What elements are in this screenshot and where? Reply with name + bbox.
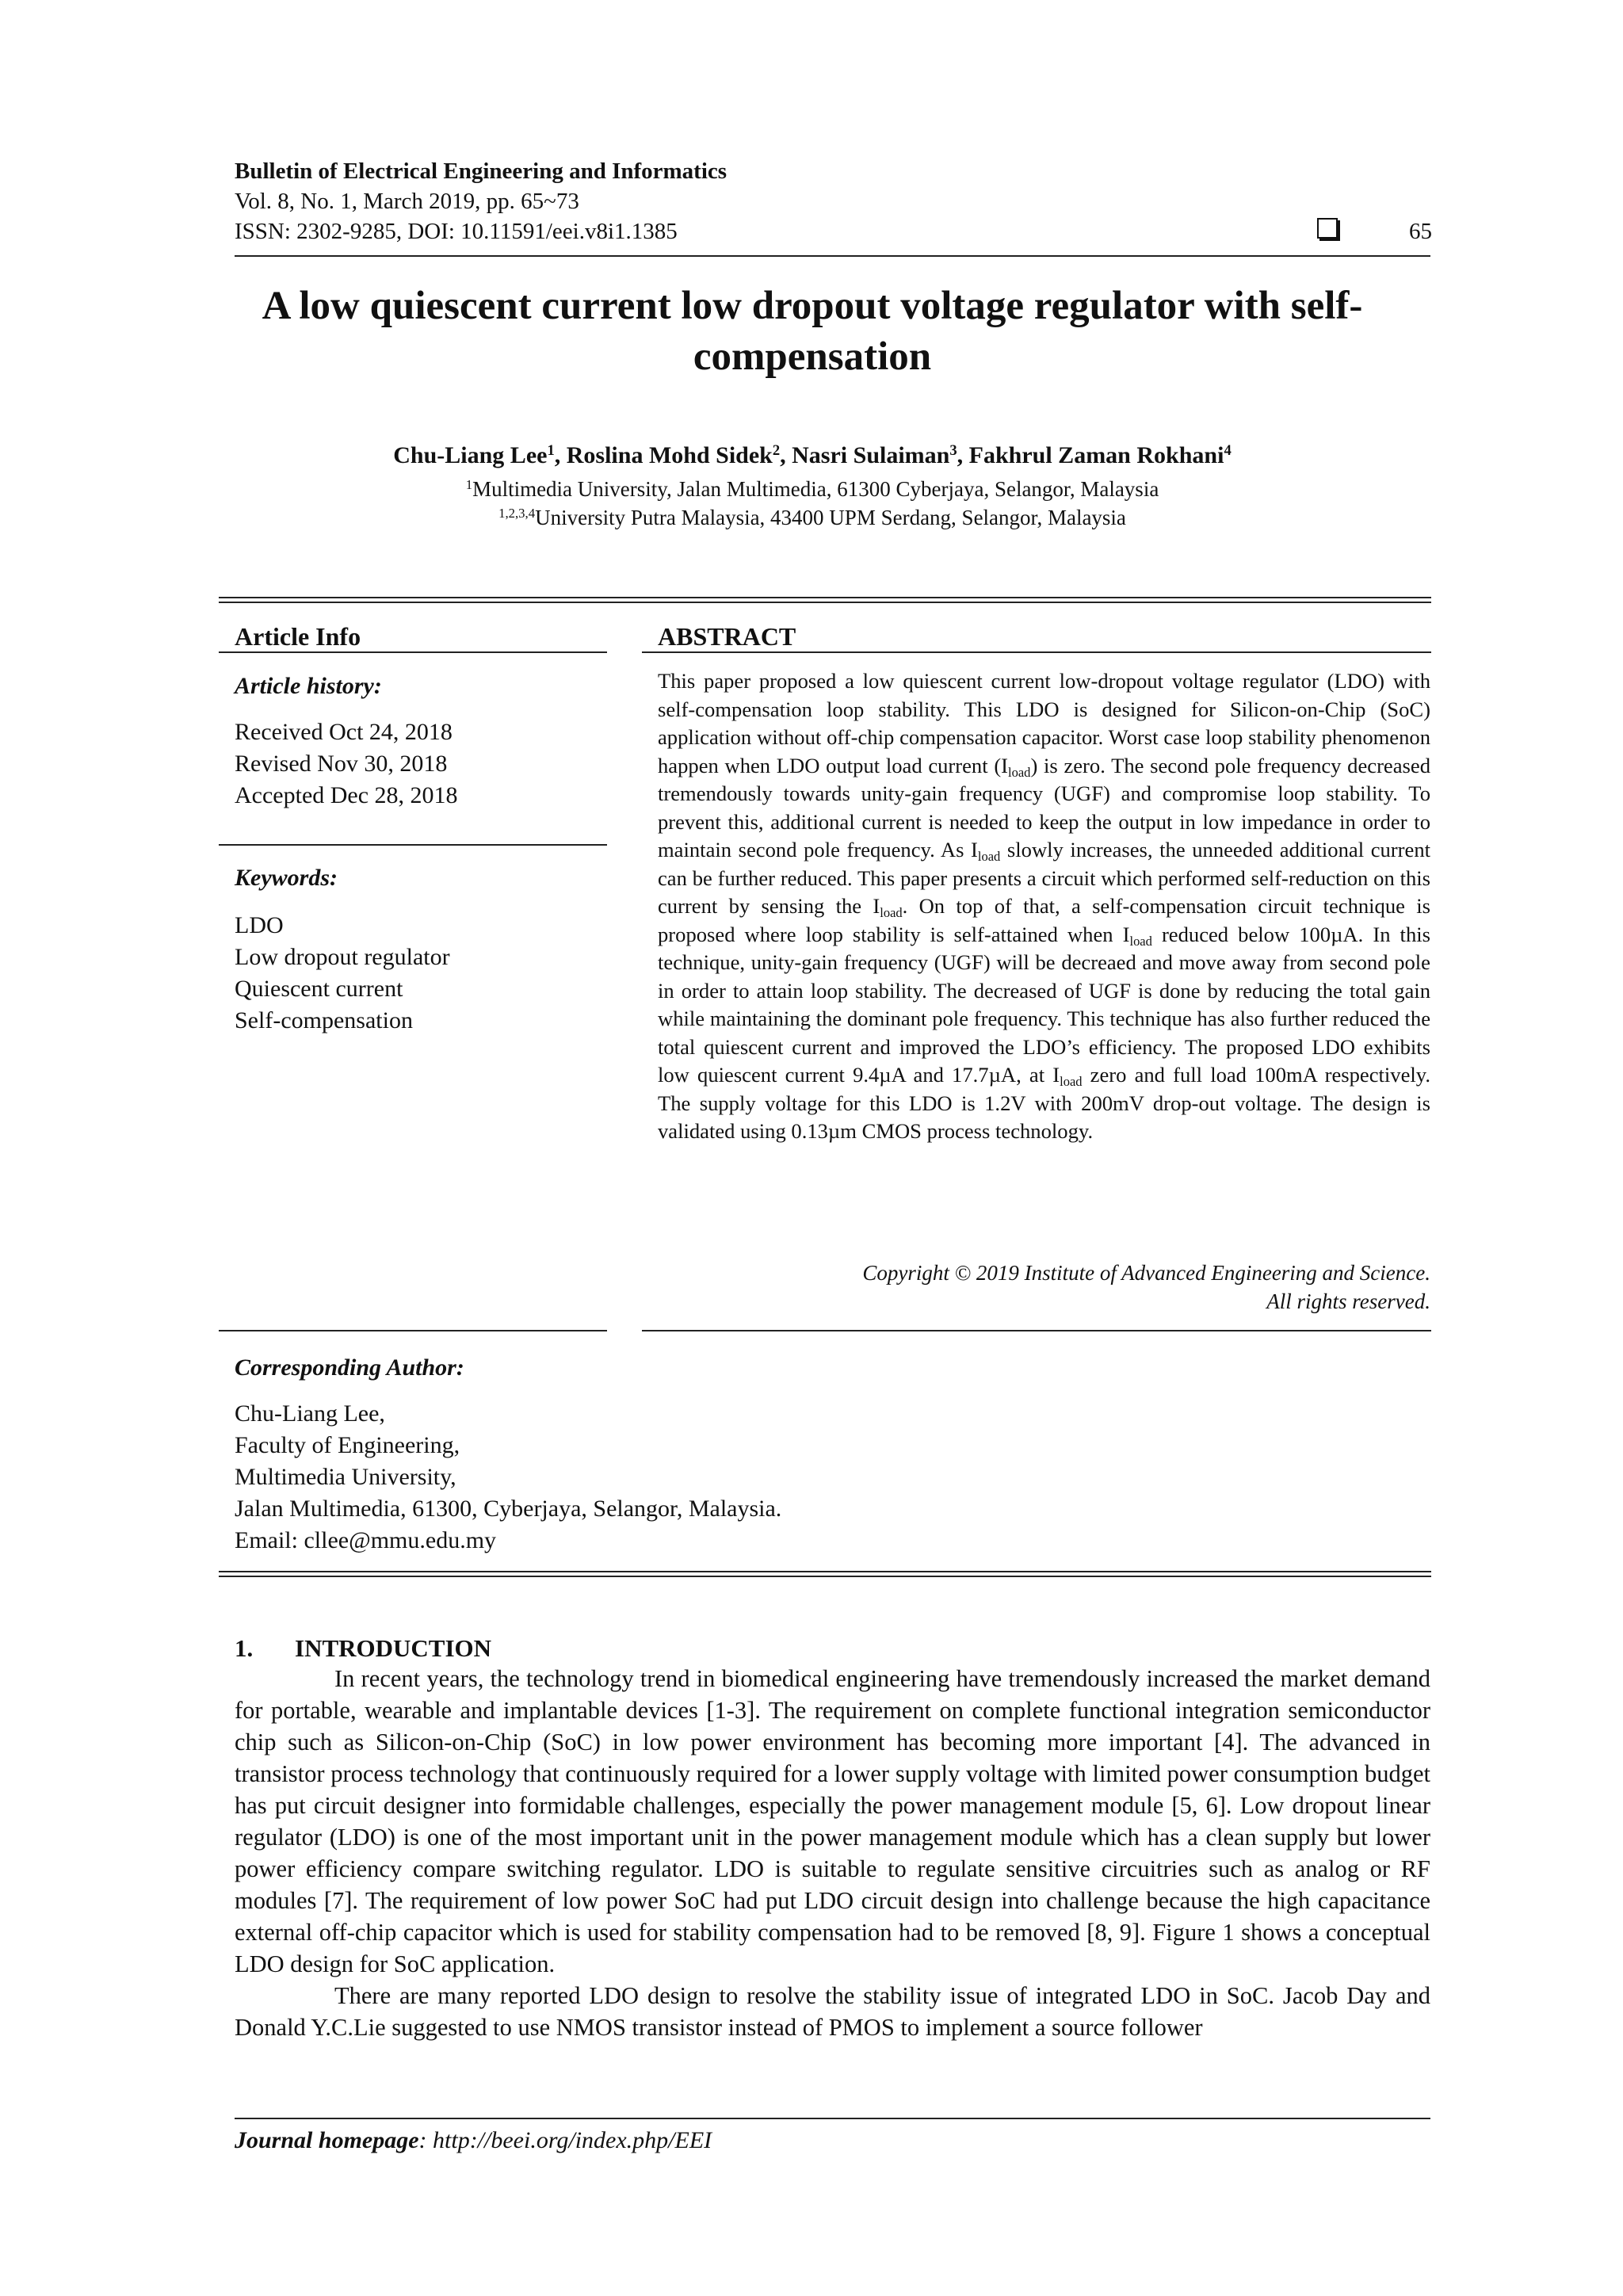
corresponding-line: Chu-Liang Lee, <box>235 1400 385 1427</box>
header-rule <box>235 255 1430 257</box>
journal-name: Bulletin of Electrical Engineering and Informatics <box>235 159 727 184</box>
infobox-top-rule <box>219 597 1431 598</box>
author-list: Chu-Liang Lee$^1$, Roslina Mohd Sidek$^2$, Nasri Sulaiman$^3$, Fakhrul Zaman Rokhani$^4$ <box>393 441 1232 468</box>
infobox-bottom-rule <box>219 1576 1431 1577</box>
journal-issn: ISSN: 2302-9285, DOI: 10.11591/eei.v8i1.1385 <box>235 219 678 244</box>
journal-homepage: Journal homepage: http://beei.org/index.php/EEI <box>235 2127 712 2153</box>
rights-line: All rights reserved. <box>1266 1289 1430 1313</box>
author-name: Nasri Sulaiman <box>792 442 950 468</box>
history-revised: Revised Nov 30, 2018 <box>235 751 448 777</box>
infobox-bottom-rule <box>219 1571 1431 1572</box>
history-received: Received Oct 24, 2018 <box>235 719 453 745</box>
journal-volume: Vol. 8, No. 1, March 2019, pp. 65~73 <box>235 189 579 214</box>
abstract-rule <box>642 651 1431 653</box>
author-name: Roslina Mohd Sidek <box>566 442 773 468</box>
author-name: Fakhrul Zaman Rokhani <box>968 442 1224 468</box>
affiliation: $^{1,2,3,4}$University Putra Malaysia, 43400 UPM Serdang, Selangor, Malaysia <box>498 505 1126 529</box>
corresponding-line: Faculty of Engineering, <box>235 1432 460 1458</box>
keyword: LDO <box>235 912 284 938</box>
homepage-link[interactable]: : http://beei.org/index.php/EEI <box>418 2127 712 2153</box>
corresponding-heading: Corresponding Author: <box>235 1354 464 1381</box>
introduction-heading: 1. INTRODUCTION <box>235 1634 492 1662</box>
paper-title: A low quiescent current low dropout voltage regulator with self-compensation <box>262 284 1363 379</box>
abstract-heading: ABSTRACT <box>658 622 796 651</box>
article-info-heading: Article Info <box>235 622 361 651</box>
keywords-heading: Keywords: <box>235 865 338 891</box>
keyword: Self-compensation <box>235 1007 413 1033</box>
keyword: Quiescent current <box>235 976 403 1002</box>
keyword: Low dropout regulator <box>235 944 450 970</box>
paragraph: In recent years, the technology trend in biomedical engineering have tremendously increased the market demand for portable, wearable and implantable devices [1-3]. The requirement on complete functional integration semiconductor chip such as Silicon-on-Chip (SoC) in low power environment has becoming more important [4]. The advanced in transistor process technology that continuously required for a lower supply voltage with limited power consumption budget has put circuit designer into formidable challenges, especially the power management module [5, 6]. Low dropout linear regulator (LDO) is one of the most important unit in the power management module which has a clean supply but lower power efficiency compare switching regulator. LDO is suitable to regulate sensitive circuitries such as analog or RF modules [7]. The requirement of low power SoC had put LDO circuit design into challenge because the high capacitance external off-chip capacitor which is used for stability compensation had to be removed [8, 9]. Figure 1 shows a conceptual LDO design for SoC application. <box>235 1665 1430 1977</box>
footer-rule <box>235 2118 1430 2119</box>
page-number: 65 <box>1409 219 1432 244</box>
article-info-rule <box>219 651 607 653</box>
history-heading: Article history: <box>235 673 382 699</box>
affiliation: $^1$Multimedia University, Jalan Multimedia, 61300 Cyberjaya, Selangor, Malaysia <box>465 476 1159 501</box>
abstract-bottom-rule <box>642 1330 1431 1331</box>
author-name: Chu-Liang Lee <box>393 442 548 468</box>
corresponding-line: Multimedia University, <box>235 1464 456 1490</box>
infobox-top-rule <box>219 602 1431 603</box>
keywords-rule <box>219 844 607 846</box>
paragraph: There are many reported LDO design to resolve the stability issue of integrated LDO in SoC. Jacob Day and Donald Y.C.Lie suggested to use NMOS transistor instead of PMOS to implement a source follower <box>235 1982 1430 2041</box>
abstract-text: This paper proposed a low quiescent current low-dropout voltage regulator (LDO) with self-compensation loop stability. This LDO is designed for Silicon-on-Chip (SoC) application without off-chip compensation capacitor. Worst case loop stability phenomenon happen when LDO output load current $(I_{load})$ is zero. The second pole frequency decreased tremendously towards unity-gain frequency (UGF) and compromise loop stability. To prevent this, additional current is needed to keep the output in low impedance in order to maintain second pole frequency. As $I_{load}$ slowly increases, the unneeded additional current can be further reduced. This paper presents a circuit which performed self-reduction on this current by sensing the $I_{load}$. On top of that, a self-compensation circuit technique is proposed where loop stability is self-attained when $I_{load}$ reduced below 100µA. In this technique, unity-gain frequency (UGF) will be decreaed and move away from second pole in order to attain loop stability. The decreased of UGF is done by reducing the total gain while maintaining the dominant pole frequency. This technique has also further reduced the total quiescent current and improved the LDO’s efficiency. The proposed LDO exhibits low quiescent current 9.4µA and 17.7µA, at $I_{load}$ zero and full load 100mA respectively. The supply voltage for this LDO is 1.2V with 200mV drop-out voltage. The design is validated using 0.13µm CMOS process technology. <box>658 669 1431 1143</box>
corresponding-email: Email: cllee@mmu.edu.my <box>235 1527 497 1553</box>
introduction-body <box>235 1663 1430 2043</box>
corresponding-line: Jalan Multimedia, 61300, Cyberjaya, Selangor, Malaysia. <box>235 1496 782 1522</box>
copyright-line: Copyright © 2019 Institute of Advanced Engineering and Science. <box>862 1261 1430 1285</box>
history-accepted: Accepted Dec 28, 2018 <box>235 782 458 808</box>
info-bottom-rule <box>219 1330 607 1331</box>
square-icon <box>1317 218 1338 239</box>
